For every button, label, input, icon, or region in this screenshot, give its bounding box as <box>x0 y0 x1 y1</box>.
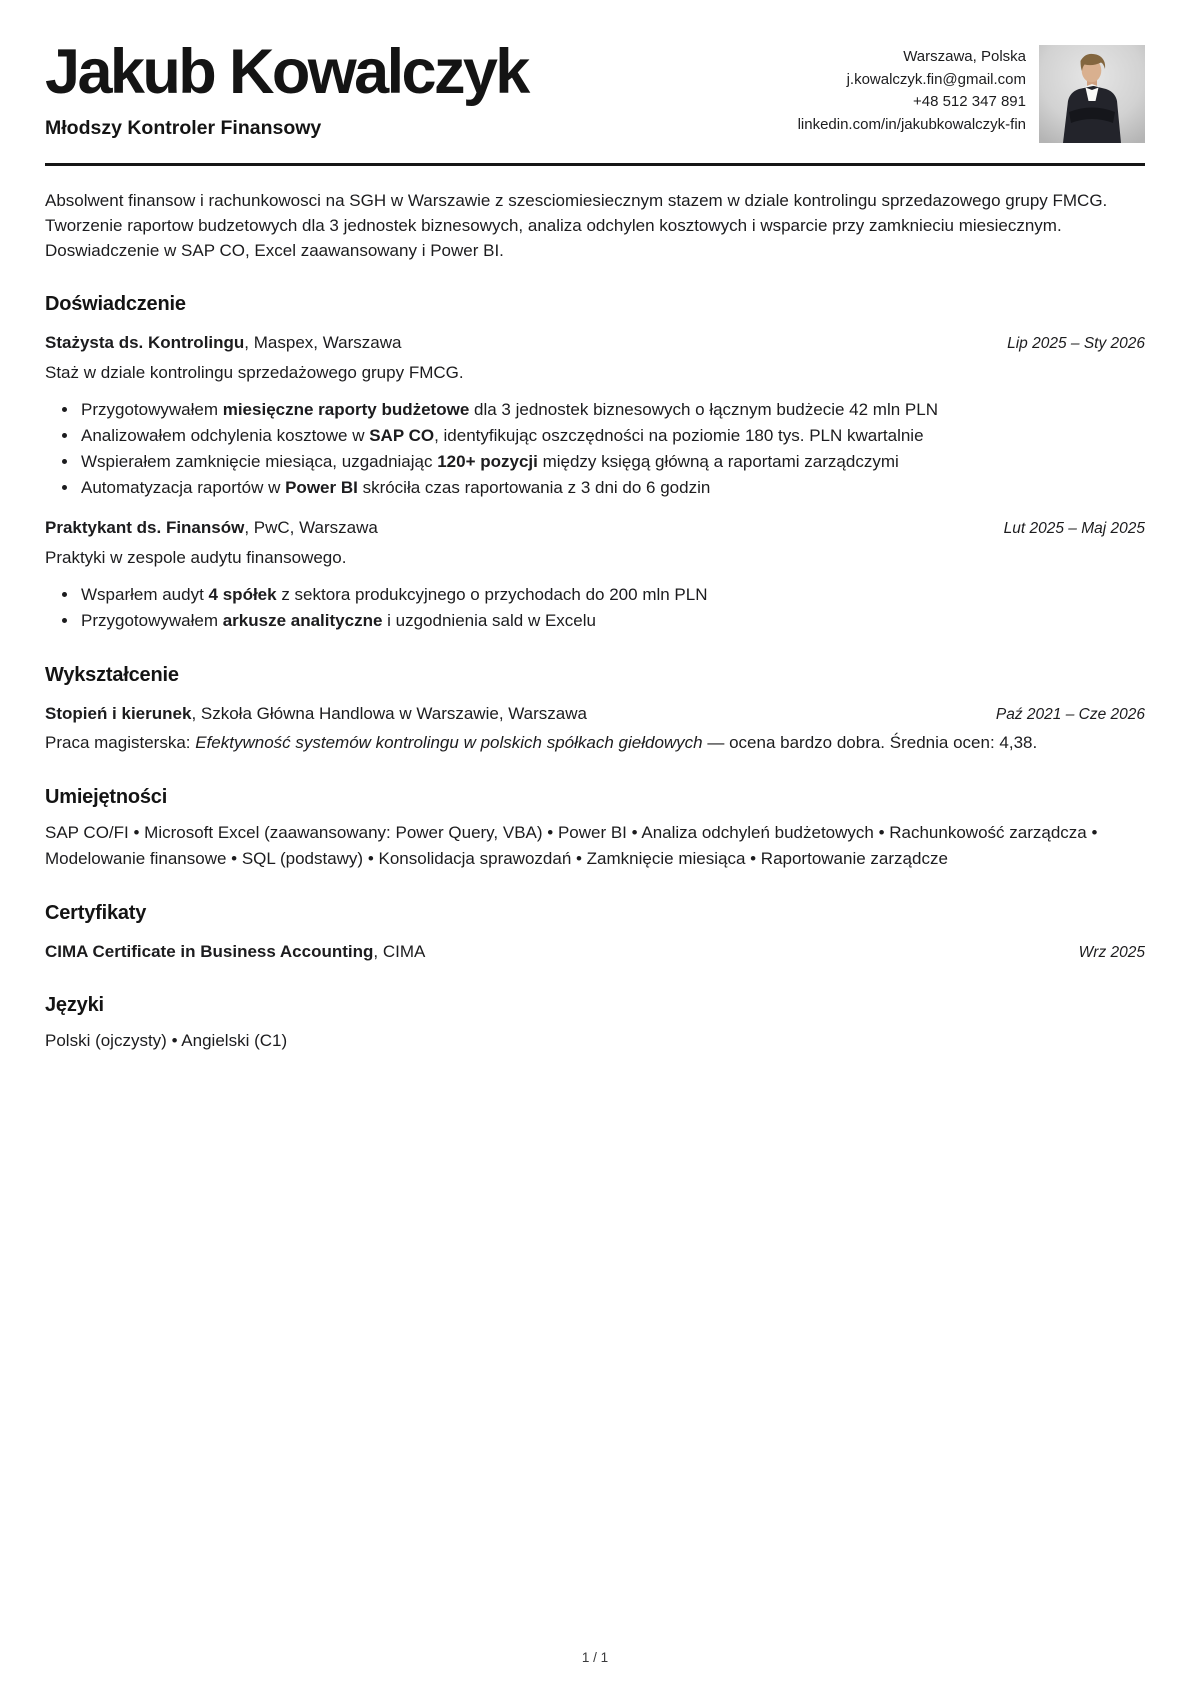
experience-entry-1-head <box>45 331 1145 355</box>
bullet-text: dla 3 jednostek biznesowych o łącznym budżecie 42 mln PLN <box>469 400 938 419</box>
bullet-item <box>79 449 1145 475</box>
bullet-highlight: 120+ pozycji <box>437 452 538 471</box>
bullet-text: skróciła czas raportowania z 3 dni do 6 godzin <box>357 478 711 497</box>
certificate-entry-title-line <box>45 940 425 964</box>
contact-location: Warszawa, Polska <box>903 48 1026 65</box>
thesis-label: Praca magisterska: <box>45 733 196 752</box>
experience-entry-1-bullets <box>45 397 1145 501</box>
bullet-text: Przygotowywałem <box>81 611 223 630</box>
education-entry <box>45 702 1145 756</box>
thesis-title: Efektywność systemów kontrolingu w polskich spółkach giełdowych <box>195 733 703 752</box>
header-divider <box>45 163 1145 166</box>
bullet-text: , identyfikując oszczędności na poziomie 180 tys. PLN kwartalnie <box>434 426 924 445</box>
education-entry-title-line <box>45 702 587 726</box>
bullet-item <box>79 608 1145 634</box>
education-entry-title: Stopień i kierunek <box>45 704 192 723</box>
education-entry-head <box>45 702 1145 726</box>
experience-entry-2 <box>45 516 1145 634</box>
bullet-highlight: SAP CO <box>369 426 435 445</box>
experience-entry-2-title: Praktykant ds. Finansów <box>45 518 245 537</box>
education-thesis <box>45 730 1145 756</box>
contact-email: j.kowalczyk.fin@gmail.com <box>846 70 1026 88</box>
experience-entry-2-title-line <box>45 516 378 540</box>
languages-list: Polski (ojczysty) • Angielski (C1) <box>45 1031 288 1050</box>
page-number: 1 / 1 <box>581 1650 609 1665</box>
experience-entry-1-meta: , Maspex, Warszawa <box>244 333 402 352</box>
person-name: Jakub Kowalczyk <box>45 37 528 107</box>
bullet-text: i uzgodnienia sald w Excelu <box>382 611 596 630</box>
certificate-entry-date: Wrz 2025 <box>1078 944 1145 961</box>
bullet-highlight: 4 spółek <box>208 585 277 604</box>
bullet-item <box>79 423 1145 449</box>
education-entry-date: Paź 2021 – Cze 2026 <box>995 706 1145 723</box>
section-heading-experience: Doświadczenie <box>45 293 186 315</box>
bullet-highlight: arkusze analityczne <box>222 611 383 630</box>
bullet-item <box>79 397 1145 423</box>
summary-text: Absolwent finansow i rachunkowosci na SGH w Warszawie z szesciomiesiecznym stazem w dziale kontrolingu sprzedazowego grupy FMCG. Tworzenie raportow budzetowych dla 3 jednostek biznesowych, analiza odchylen kosztowych i wsparcie przy zamknieciu miesiecznym. Doswiadczenie w SAP CO, Excel zaawansowany i Power BI. <box>45 191 1108 260</box>
contact-block <box>798 45 1026 136</box>
experience-entry-1-subtitle: Staż w dziale kontrolingu sprzedażowego grupy FMCG. <box>45 363 464 382</box>
experience-entry-1-date: Lip 2025 – Sty 2026 <box>1007 335 1145 352</box>
contact-phone: +48 512 347 891 <box>912 93 1026 110</box>
section-heading-education: Wykształcenie <box>45 664 179 686</box>
certificate-entry-title: CIMA Certificate in Business Accounting <box>45 942 374 961</box>
bullet-item <box>79 475 1145 501</box>
bullet-text: Wsparłem audyt <box>81 585 209 604</box>
skills-list: SAP CO/FI • Microsoft Excel (zaawansowany: Power Query, VBA) • Power BI • Analiza odchyleń budżetowych • Rachunkowość zarządcza • Modelowanie finansowe • SQL (podstawy) • Konsolidacja sprawozdań • Zamknięcie miesiąca • Raportowanie zarządcze <box>45 823 1098 868</box>
header-contact-area <box>798 45 1145 143</box>
experience-entry-2-head <box>45 516 1145 540</box>
bullet-text: Wspierałem zamknięcie miesiąca, uzgadniając <box>81 452 438 471</box>
experience-entry-1 <box>45 331 1145 501</box>
bullet-text: Automatyzacja raportów w <box>81 478 286 497</box>
header <box>45 37 1145 143</box>
section-heading-languages: Języki <box>45 994 104 1016</box>
thesis-result: — ocena bardzo dobra. Średnia ocen: 4,38. <box>702 733 1038 752</box>
experience-entry-1-title: Stażysta ds. Kontrolingu <box>45 333 245 352</box>
bullet-text: z sektora produkcyjnego o przychodach do 200 mln PLN <box>276 585 708 604</box>
bullet-text: Analizowałem odchylenia kosztowe w <box>81 426 370 445</box>
bullet-highlight: Power BI <box>285 478 358 497</box>
experience-entry-2-bullets <box>45 582 1145 634</box>
experience-entry-1-title-line <box>45 331 401 355</box>
bullet-text: między księgą główną a raportami zarządczymi <box>537 452 899 471</box>
education-entry-meta: , Szkoła Główna Handlowa w Warszawie, Warszawa <box>191 704 587 723</box>
experience-entry-2-meta: , PwC, Warszawa <box>244 518 378 537</box>
person-job-title: Młodszy Kontroler Finansowy <box>45 116 322 139</box>
header-identity <box>45 37 528 140</box>
certificate-entry-head <box>45 940 1145 964</box>
certificate-entry-meta: , CIMA <box>373 942 426 961</box>
contact-linkedin: linkedin.com/in/jakubkowalczyk-fin <box>797 115 1026 133</box>
experience-entry-2-date: Lut 2025 – Maj 2025 <box>1003 520 1145 537</box>
profile-photo-image <box>1039 45 1145 143</box>
profile-photo <box>1039 45 1145 143</box>
bullet-item <box>79 582 1145 608</box>
section-heading-skills: Umiejętności <box>45 786 168 808</box>
bullet-text: Przygotowywałem <box>81 400 223 419</box>
experience-entry-2-subtitle: Praktyki w zespole audytu finansowego. <box>45 548 347 567</box>
bullet-highlight: miesięczne raporty budżetowe <box>222 400 470 419</box>
section-heading-certificates: Certyfikaty <box>45 902 147 924</box>
